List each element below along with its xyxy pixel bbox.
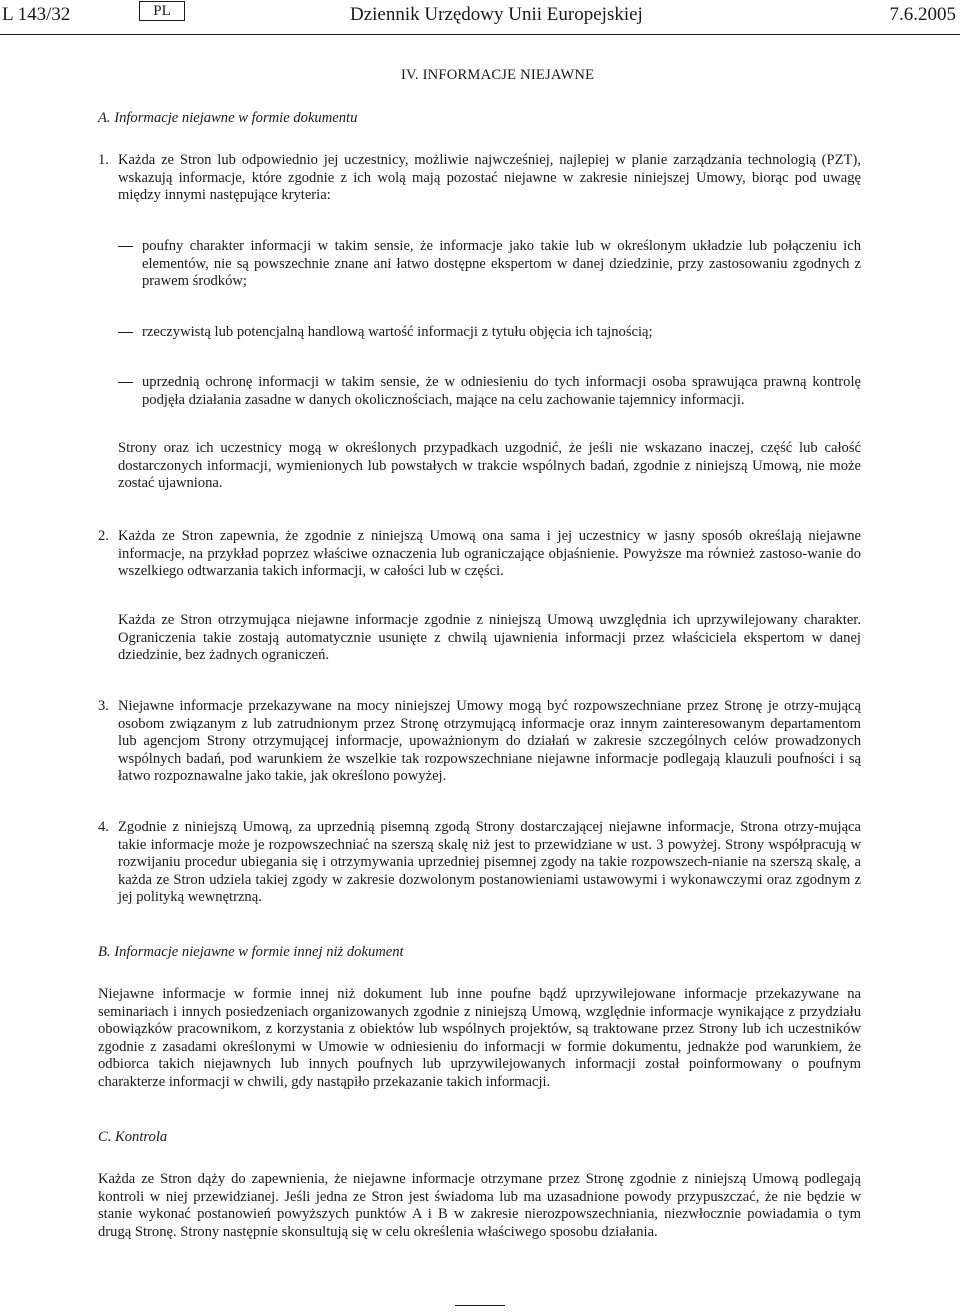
paragraph-4-number: 4.	[98, 819, 109, 835]
header-rule	[0, 34, 960, 35]
paragraph-3-text: Niejawne informacje przekazywane na mocy niniejszej Umowy mogą być rozpowszechniane przez Stronę je otrzy-mującą osobom związanym z lub zatrudnionym przez Stronę otrzymującą informacje oraz innym zainteresowanym departamentom lub agencjom Strony otrzymującej informacje, upoważnionym do działań w zakresie szczególnych celów prowadzonych wspólnych badań, pod warunkiem że wszelkie tak rozpowszechniane niejawne informacje podlegają klauzuli poufności i są łatwo rozpoznawalne jako takie, jak określono powyżej.	[118, 698, 861, 785]
criterion-1-dash	[118, 246, 133, 247]
section-b-text: Niejawne informacje w formie innej niż dokument lub inne poufne bądź uprzywilejowane informacje przekazywane na seminariach i innych posiedzeniach organizowanych zgodnie z niniejszą Umową, względnie informacje wynikające z przydziału obowiązków pracownikom, z korzystania z obiektów lub wspólnych projektów, są traktowane przez Strony lub ich uczestników zgodnie z zasadami określonymi w Umowie w odniesieniu do informacji w formie dokumentu, jednakże pod warunkiem, że odbiorca takich niejawnych lub innych poufnych lub uprzywilejowanych informacji został poinformowany o poufnym charakterze informacji w chwili, gdy nastąpiło przekazanie takich informacji.	[98, 986, 861, 1090]
criterion-2-dash	[118, 332, 133, 333]
footer-rule	[455, 1305, 505, 1306]
document-title: IV. INFORMACJE NIEJAWNE	[401, 67, 595, 83]
language-badge: PL	[139, 1, 185, 21]
journal-title: Dziennik Urzędowy Unii Europejskiej	[350, 4, 643, 25]
paragraph-2-text: Każda ze Stron zapewnia, że zgodnie z niniejszą Umową ona sama i jej uczestnicy w jasny sposób określają niejawne informacje, na przykład poprzez właściwe oznaczenia lub ograniczające objaśnienie. Powyższe ma również zastoso-wanie do wszelkiego odtwarzania takich informacji, w całości lub w części.	[118, 528, 861, 580]
publication-date: 7.6.2005	[889, 4, 956, 25]
criterion-3-text: uprzednią ochronę informacji w takim sensie, że w odniesieniu do tych informacji osoba sprawująca prawną kontrolę podjęła działania zasadne w danych okolicznościach, mające na celu zachowanie tajemnicy informacji.	[142, 374, 861, 408]
paragraph-2-follow: Każda ze Stron otrzymująca niejawne informacje zgodnie z niniejszą Umową uwzględnia ich uprzywilejowany charakter. Ograniczenia takie zostają automatycznie usunięte z chwilą ujawnienia informacji przez właściciela ekspertom w danej dziedzinie, bez żadnych ograniczeń.	[118, 612, 861, 664]
criterion-1-text: poufny charakter informacji w takim sensie, że informacje jako takie lub w określonym układzie lub połączeniu ich elementów, nie są powszechnie znane ani łatwo dostępne ekspertom w danej dziedzinie, przy zastosowaniu zgodnych z prawem środków;	[142, 238, 861, 290]
section-b-heading: B. Informacje niejawne w formie innej niż dokument	[98, 944, 404, 960]
criterion-2-text: rzeczywistą lub potencjalną handlową wartość informacji z tytułu objęcia ich tajnością;	[142, 324, 653, 340]
criterion-3-dash	[118, 382, 133, 383]
section-a-heading: A. Informacje niejawne w formie dokumentu	[98, 110, 358, 126]
section-c-text: Każda ze Stron dąży do zapewnienia, że niejawne informacje otrzymane przez Stronę zgodnie z niniejszą Umową podlegają kontroli w niej przewidzianej. Jeśli jedna ze Stron jest świadoma lub ma uzasadnione powody przypuszczać, że nie będzie w stanie wykonać postanowień powyższych punktów A i B w zakresie nierozpowszechniania, niezwłocznie powiadamia o tym drugą Stronę. Strony następnie skonsultują się w celu określenia właściwego sposobu działania.	[98, 1171, 861, 1240]
page-reference: L 143/32	[2, 4, 71, 25]
paragraph-1-text: Każda ze Stron lub odpowiednio jej uczestnicy, możliwie najwcześniej, najlepiej w planie zarządzania technologią (PZT), wskazują informacje, które zgodnie z ich wolą mają pozostać niejawne w zakresie niniejszej Umowy, biorąc pod uwagę między innymi następujące kryteria:	[118, 152, 861, 204]
paragraph-3-number: 3.	[98, 698, 109, 714]
paragraph-1-number: 1.	[98, 152, 109, 168]
paragraph-1-follow: Strony oraz ich uczestnicy mogą w określonych przypadkach uzgodnić, że jeśli nie wskazano inaczej, część lub całość dostarczonych informacji, wymienionych lub powstałych w trakcie wspólnych badań, zgodnie z niniejszą Umową, nie może zostać ujawniona.	[118, 440, 861, 492]
page-header	[0, 0, 960, 38]
section-c-heading: C. Kontrola	[98, 1129, 168, 1145]
paragraph-2-number: 2.	[98, 528, 109, 544]
paragraph-4-text: Zgodnie z niniejszą Umową, za uprzednią pisemną zgodą Strony dostarczającej niejawne informacje, Strona otrzy-mująca takie informacje może je rozpowszechniać na szerszą skalę niż jest to przewidziane w ust. 3 powyżej. Strony współpracują w rozwijaniu procedur ubiegania się i otrzymywania uprzedniej pisemnej zgody na takie rozpowszech-nianie na szerszą skalę, a każda ze Stron udziela takiej zgody w zakresie dozwolonym postanowieniami ustawowymi i wykonawczymi oraz zgodnym z jej polityką wewnętrzną.	[118, 819, 861, 906]
